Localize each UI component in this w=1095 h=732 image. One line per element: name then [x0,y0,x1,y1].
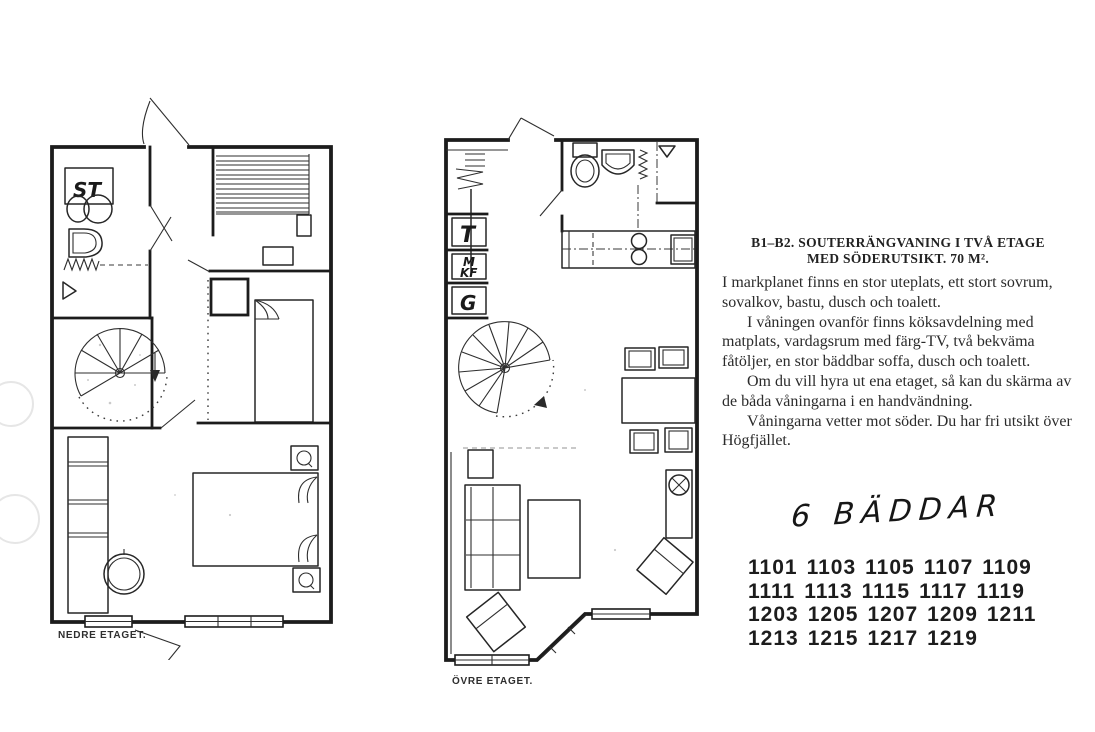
outer-walls [52,98,331,622]
unit-number: 1203 [748,603,799,626]
sleeping-alcove [198,279,331,423]
window [455,655,529,665]
window [542,614,587,657]
description-paragraph: Om du vill hyra ut ena etaget, så kan du skärma av de båda våningarna i en handvändning. [722,372,1072,410]
unit-number: 1103 [806,556,857,579]
stool [659,347,688,368]
window [185,616,283,627]
double-bed [193,473,318,566]
punch-hole [0,494,40,544]
fridge-freezer-label-kf: KF [460,266,478,280]
fridge-freezer-label-m: M [463,255,475,269]
unit-number: 1111 [748,579,796,603]
drying-cabinet-label: T [460,223,476,248]
stool [665,428,692,452]
cabinet-column [446,214,487,318]
handwritten-note: 6 BÄDDAR [789,488,1006,535]
unit-number: 1109 [982,556,1032,579]
sofa-bed [465,485,520,590]
sauna-step [263,247,293,265]
stool [625,348,655,370]
description-body [722,273,1074,451]
bedroom [68,437,320,660]
sauna [188,149,331,272]
alcove-bed [255,300,313,422]
bathroom-upper [540,140,697,231]
unit-number: 1219 [927,626,978,650]
armchair [637,538,693,595]
living-area [465,450,580,652]
dining-area [622,347,695,453]
description-paragraph: I våningen ovanför finns köksavdelning med matplats, vardagsrum med färg-TV, två bekväma fåtöljer, en stor bäddbar soffa, dusch och toalett. [722,313,1035,371]
upper-floor-plan [435,90,720,705]
door-swing-mark [63,282,76,299]
wardrobe-cabinet-label: G [460,291,477,315]
unit-number-row [748,580,1036,604]
armchair [467,592,526,651]
tv-icon [669,475,689,495]
round-table [104,549,144,594]
unit-number: 1205 [807,603,859,626]
unit-number-row [748,556,1036,580]
radiator-icon [64,259,99,270]
unit-number: 1119 [976,579,1025,603]
side-table [468,450,493,478]
window [85,616,132,627]
dining-table [622,378,695,423]
toilet-icon [571,143,599,187]
unit-number: 1105 [865,556,915,579]
sauna-heater [297,215,311,236]
spiral-staircase [459,322,554,417]
nightstand [291,446,318,470]
sink-icon [602,150,634,174]
sauna-benches [216,156,309,212]
cleaning-closet-label: ST [73,178,102,202]
vent-triangle [659,146,675,157]
title-line-1: B1–B2. SOUTERRÄNGVANING I TVÅ ETAGE [751,235,1045,250]
punch-hole [0,381,34,427]
stool [630,430,658,453]
nightstand [293,568,320,592]
unit-number: 1211 [986,603,1037,626]
coffee-table [528,500,580,578]
description-block [722,235,1074,451]
description-paragraph: Våningarna vetter mot söder. Du har fri utsikt över Högfjället. [722,412,1072,450]
unit-number: 1117 [919,579,968,603]
tv-bench [666,470,692,538]
unit-number: 1207 [867,603,919,626]
unit-number: 1213 [748,626,799,650]
unit-number: 1107 [923,556,974,579]
unit-number: 1113 [804,579,853,603]
spiral-staircase [52,318,195,428]
unit-number-row [748,603,1036,627]
description-paragraph: I markplanet finns en stor uteplats, ett stort sovrum, sovalkov, bastu, dusch och toalett. [722,274,1053,311]
lower-floor-label: NEDRE ETAGET. [58,630,147,641]
wardrobes [68,437,108,613]
entry-hall [446,150,508,275]
kitchen-counter [562,231,695,268]
unit-number: 1101 [748,556,798,579]
unit-number: 1215 [807,626,859,650]
upper-floor-label: ÖVRE ETAGET. [452,676,534,687]
unit-number-row [748,627,1036,651]
title-line-2: MED SÖDERUTSIKT. 70 M². [806,250,990,266]
unit-number: 1209 [927,603,978,626]
bathroom-lower [63,147,172,318]
radiator-icon [639,150,647,179]
direction-arrow [534,396,547,408]
description-title [722,235,1074,266]
unit-number: 1217 [867,626,919,650]
sink-icon [69,229,102,257]
alcove-closet [211,279,248,315]
unit-number: 1115 [861,579,911,603]
unit-numbers-grid [748,556,1036,650]
window [592,609,650,619]
lower-floor-plan [40,85,350,660]
